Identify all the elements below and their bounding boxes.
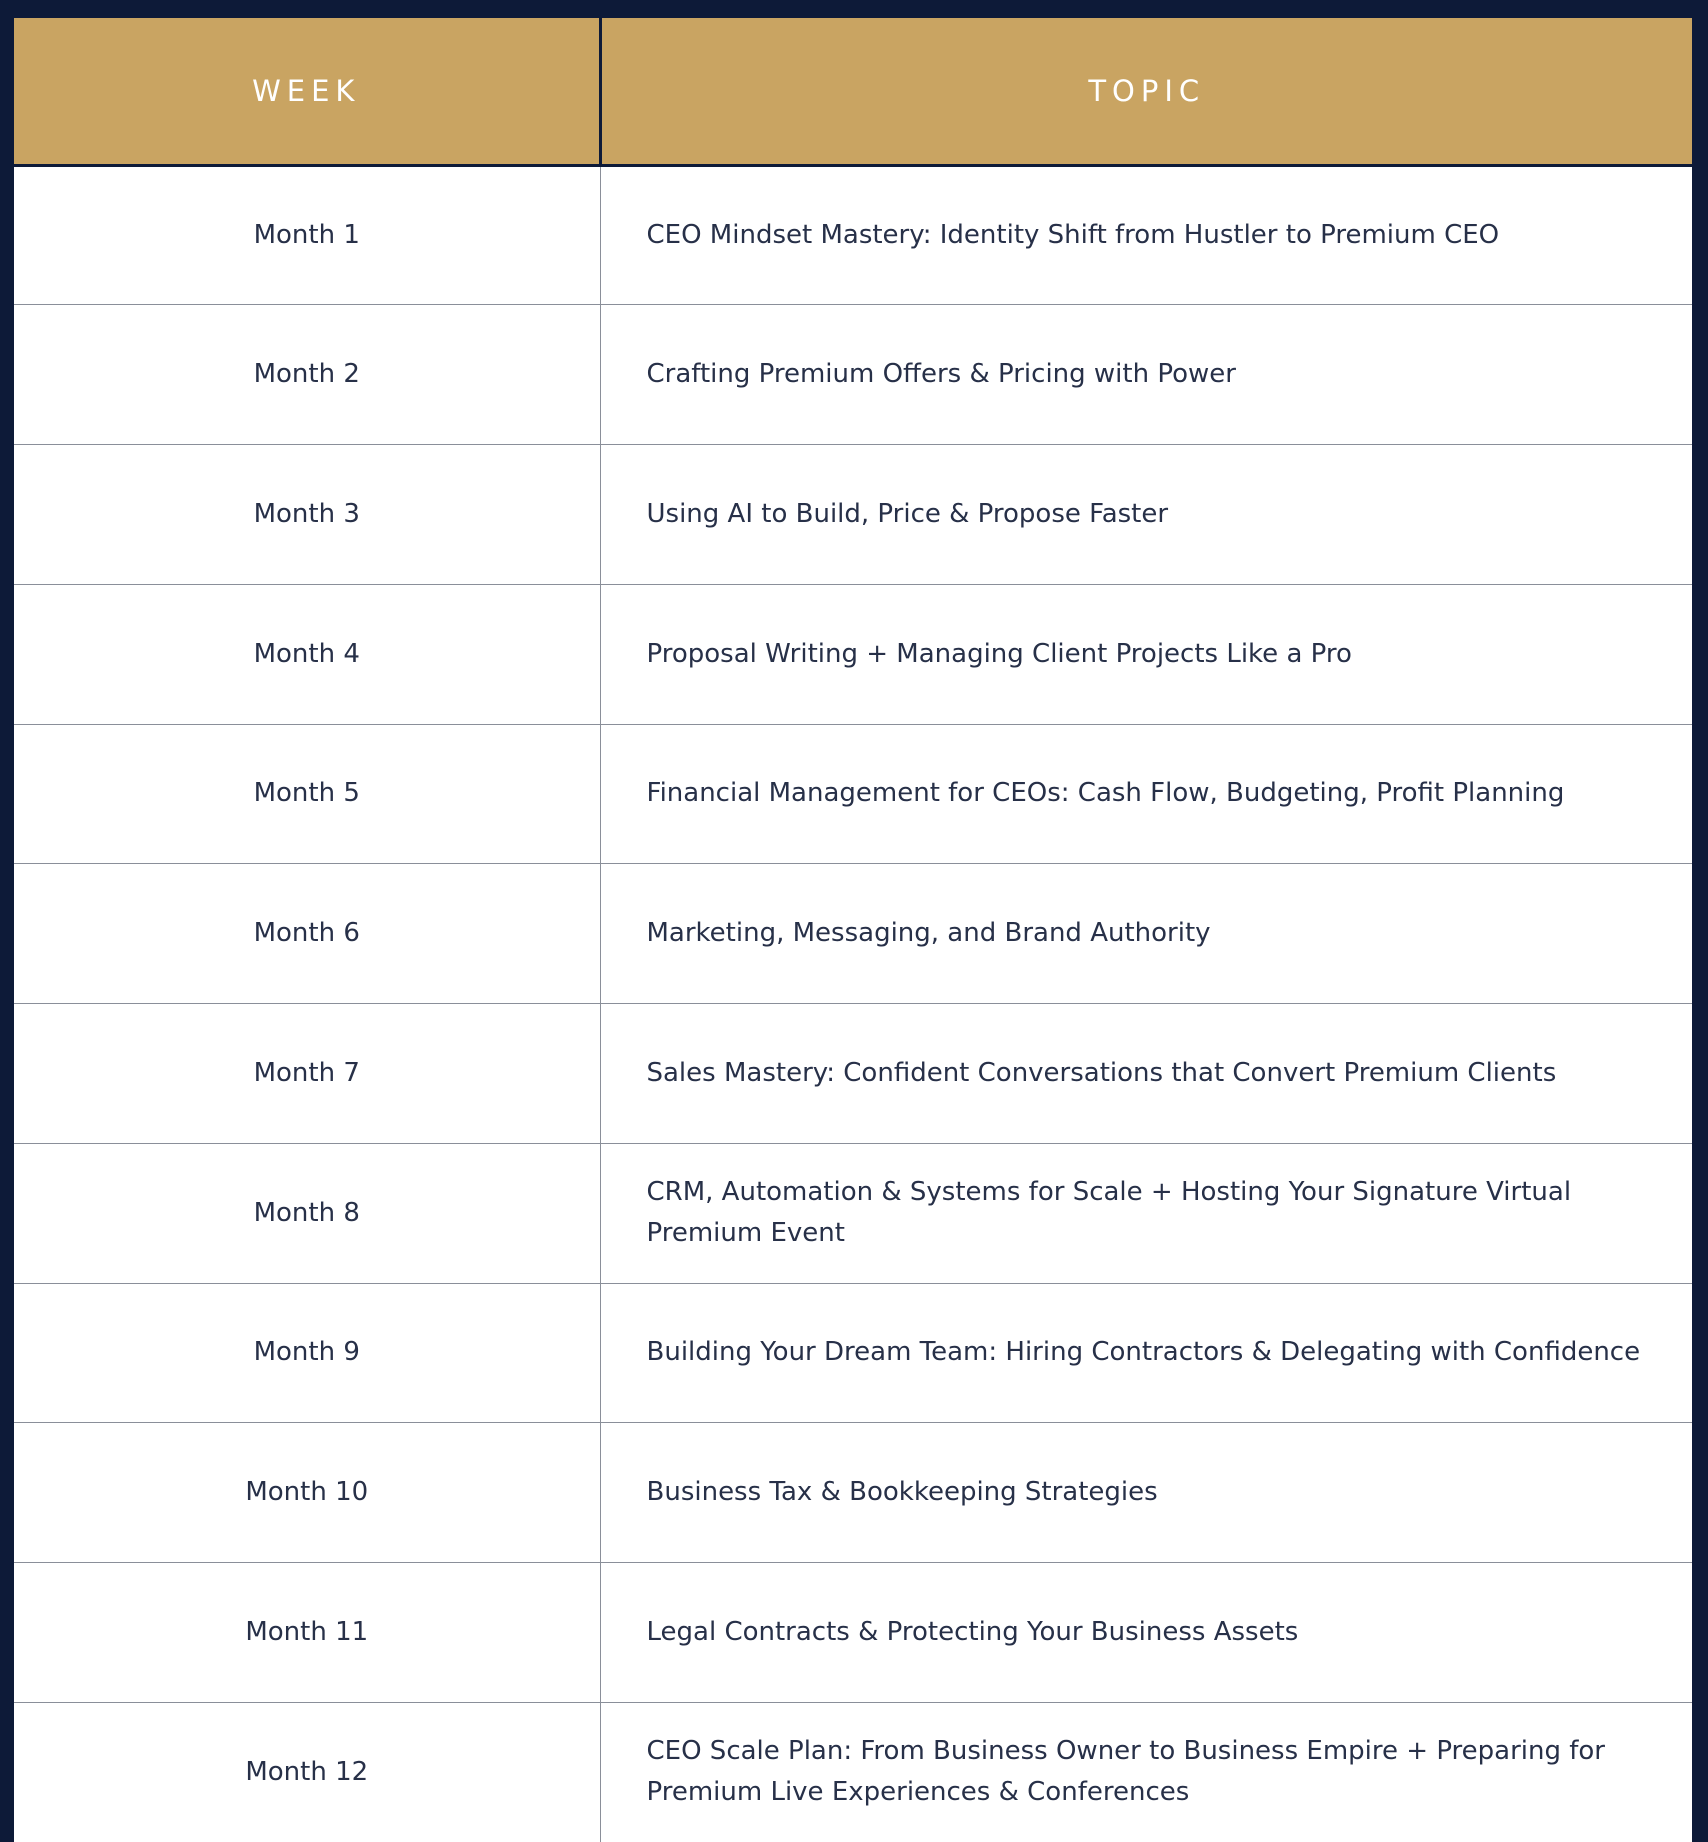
topic-cell: Legal Contracts & Protecting Your Business Assets xyxy=(600,1563,1692,1703)
week-cell: Month 12 xyxy=(14,1702,600,1842)
topic-cell: Using AI to Build, Price & Propose Faster xyxy=(600,445,1692,585)
week-cell: Month 7 xyxy=(14,1004,600,1144)
topic-cell: Financial Management for CEOs: Cash Flow, Budgeting, Profit Planning xyxy=(600,724,1692,864)
table-row xyxy=(14,1702,1692,1842)
week-cell: Month 5 xyxy=(14,724,600,864)
week-column-header: WEEK xyxy=(14,18,600,165)
topic-cell: Proposal Writing + Managing Client Projects Like a Pro xyxy=(600,584,1692,724)
table-row xyxy=(14,864,1692,1004)
table-row xyxy=(14,1143,1692,1283)
header-row xyxy=(14,18,1692,165)
table-row xyxy=(14,724,1692,864)
table-row xyxy=(14,584,1692,724)
topic-cell: CEO Mindset Mastery: Identity Shift from Hustler to Premium CEO xyxy=(646,219,1500,250)
table-row xyxy=(14,1563,1692,1703)
week-cell: Month 9 xyxy=(14,1283,600,1423)
week-cell: Month 1 xyxy=(14,165,600,305)
topic-cell: Marketing, Messaging, and Brand Authority xyxy=(600,864,1692,1004)
curriculum-table xyxy=(14,18,1692,1842)
topic-cell: Crafting Premium Offers & Pricing with Power xyxy=(600,305,1692,445)
week-cell: Month 11 xyxy=(14,1563,600,1703)
topic-column-header: TOPIC xyxy=(600,18,1692,165)
table-row xyxy=(14,165,1692,305)
topic-cell: CEO Scale Plan: From Business Owner to Business Empire + Preparing for Premium Live Experiences & Conferences xyxy=(600,1702,1692,1842)
week-cell: Month 6 xyxy=(14,864,600,1004)
table-row xyxy=(14,445,1692,585)
week-cell: Month 3 xyxy=(14,445,600,585)
table-row xyxy=(14,1423,1692,1563)
week-cell: Month 4 xyxy=(14,584,600,724)
topic-cell: CRM, Automation & Systems for Scale + Hosting Your Signature Virtual Premium Event xyxy=(600,1143,1692,1283)
topic-cell: Building Your Dream Team: Hiring Contractors & Delegating with Confidence xyxy=(600,1283,1692,1423)
week-cell: Month 10 xyxy=(14,1423,600,1563)
table-body xyxy=(14,165,1692,1842)
week-cell: Month 2 xyxy=(14,305,600,445)
topic-cell: Sales Mastery: Confident Conversations that Convert Premium Clients xyxy=(600,1004,1692,1144)
table-row xyxy=(14,1283,1692,1423)
table-row xyxy=(14,305,1692,445)
topic-cell: Business Tax & Bookkeeping Strategies xyxy=(600,1423,1692,1563)
week-cell: Month 8 xyxy=(14,1143,600,1283)
table-row xyxy=(14,1004,1692,1144)
table-header xyxy=(14,18,1692,165)
curriculum-table-frame xyxy=(14,18,1692,1842)
